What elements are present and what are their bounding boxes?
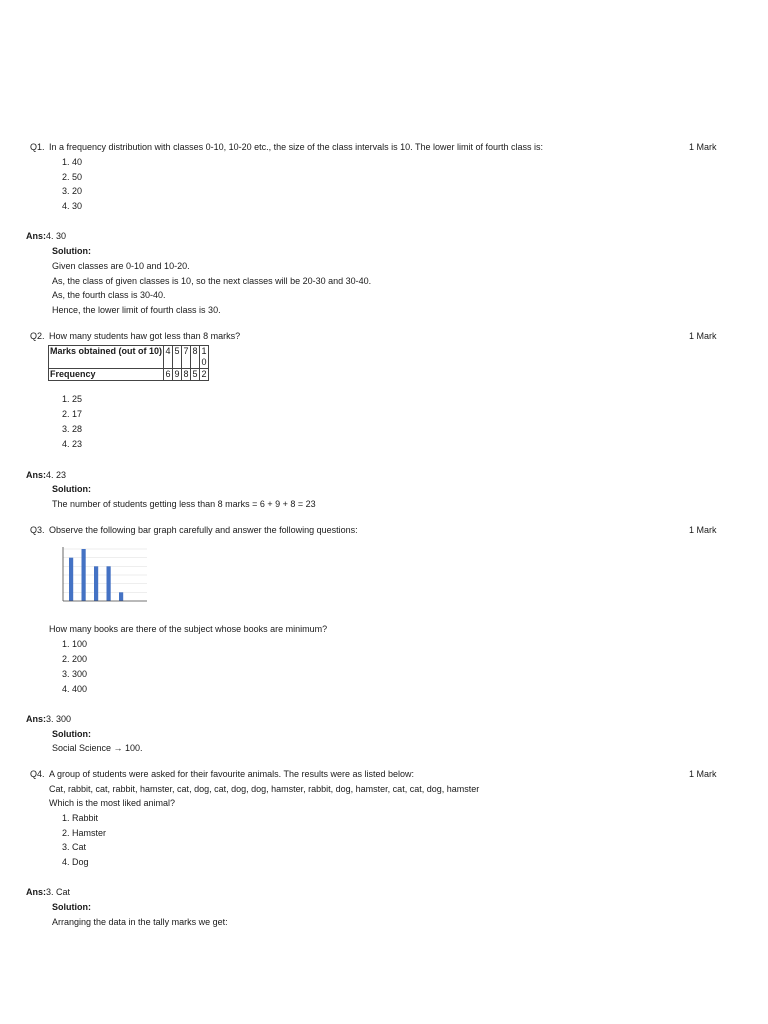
table-row-label: Marks obtained (out of 10) bbox=[49, 346, 164, 369]
bar bbox=[119, 592, 123, 601]
q4-number: Q4. bbox=[30, 769, 45, 779]
q2-number: Q2. bbox=[30, 331, 45, 341]
q1-option-2: 2. 50 bbox=[62, 172, 83, 182]
q4-option-4: 4. Dog bbox=[62, 857, 89, 867]
frequency-table bbox=[48, 345, 209, 381]
q3-question: How many books are there of the subject whose books are minimum? bbox=[49, 624, 328, 634]
q3-number: Q3. bbox=[30, 525, 45, 535]
table-cell: 5 bbox=[192, 369, 198, 379]
q3-answer-label: Ans: bbox=[26, 714, 46, 724]
table-cell: 2 bbox=[201, 369, 207, 379]
q2-option-1: 1. 25 bbox=[62, 394, 83, 404]
q1-answer: 4. 30 bbox=[46, 231, 67, 241]
q4-answer: 3. Cat bbox=[46, 887, 71, 897]
q3-option-4: 4. 400 bbox=[62, 684, 88, 694]
q1-solution-label: Solution: bbox=[52, 246, 91, 256]
chart-grid bbox=[63, 549, 147, 592]
q2-marks: 1 Mark bbox=[689, 331, 717, 341]
table-row-label: Frequency bbox=[49, 369, 164, 381]
q2-answer: 4. 23 bbox=[46, 470, 67, 480]
table-row bbox=[49, 346, 209, 369]
q3-marks: 1 Mark bbox=[689, 525, 717, 535]
bar bbox=[69, 558, 73, 601]
q1-option-3: 3. 20 bbox=[62, 186, 83, 196]
q1-answer-label: Ans: bbox=[26, 231, 46, 241]
q2-text: How many students haw got less than 8 marks? bbox=[49, 331, 241, 341]
q3-solution-line-1: Social Science → 100. bbox=[52, 743, 143, 753]
q2-option-4: 4. 23 bbox=[62, 439, 83, 449]
q4-option-3: 3. Cat bbox=[62, 842, 87, 852]
table-cell: 8 bbox=[183, 369, 189, 379]
table-row bbox=[49, 369, 209, 381]
table-cell: 9 bbox=[174, 369, 180, 379]
q3-option-3: 3. 300 bbox=[62, 669, 88, 679]
q4-option-2: 2. Hamster bbox=[62, 828, 107, 838]
table-cell: 10 bbox=[201, 346, 207, 367]
q1-text: In a frequency distribution with classes 0-10, 10-20 etc., the size of the class intervals is 10. The lower limit of fourth class is: bbox=[49, 142, 544, 152]
q4-marks: 1 Mark bbox=[689, 769, 717, 779]
q1-option-1: 1. 40 bbox=[62, 157, 83, 167]
q4-text: A group of students were asked for their favourite animals. The results were as listed below: bbox=[49, 769, 415, 779]
q1-solution-line-2: As, the class of given classes is 10, so the next classes will be 20-30 and 30-40. bbox=[52, 276, 372, 286]
table-cell: 7 bbox=[182, 346, 191, 369]
q4-data-line: Cat, rabbit, cat, rabbit, hamster, cat, dog, cat, dog, dog, hamster, rabbit, dog, hamster, cat, cat, dog, hamster bbox=[49, 784, 480, 794]
q3-option-1: 1. 100 bbox=[62, 639, 88, 649]
bar bbox=[107, 566, 111, 601]
q4-option-1: 1. Rabbit bbox=[62, 813, 99, 823]
q1-number: Q1. bbox=[30, 142, 45, 152]
table-cell: 5 bbox=[173, 346, 182, 369]
q1-solution-line-4: Hence, the lower limit of fourth class is 30. bbox=[52, 305, 221, 315]
q4-question: Which is the most liked animal? bbox=[49, 798, 176, 808]
q1-marks: 1 Mark bbox=[689, 142, 717, 152]
q1-solution-line-3: As, the fourth class is 30-40. bbox=[52, 290, 166, 300]
q2-solution-line-1: The number of students getting less than 8 marks = 6 + 9 + 8 = 23 bbox=[52, 499, 316, 509]
q3-answer: 3. 300 bbox=[46, 714, 72, 724]
bar bbox=[82, 549, 86, 601]
bar bbox=[94, 566, 98, 601]
q2-solution-label: Solution: bbox=[52, 484, 91, 494]
q3-text: Observe the following bar graph carefully and answer the following questions: bbox=[49, 525, 358, 535]
q2-option-2: 2. 17 bbox=[62, 409, 83, 419]
q1-solution-line-1: Given classes are 0-10 and 10-20. bbox=[52, 261, 190, 271]
q1-option-4: 4. 30 bbox=[62, 201, 83, 211]
q4-answer-label: Ans: bbox=[26, 887, 46, 897]
q2-option-3: 3. 28 bbox=[62, 424, 83, 434]
q3-solution-label: Solution: bbox=[52, 729, 91, 739]
bar-chart bbox=[53, 543, 153, 617]
table-cell: 8 bbox=[191, 346, 200, 369]
q3-option-2: 2. 200 bbox=[62, 654, 88, 664]
q2-answer-label: Ans: bbox=[26, 470, 46, 480]
table-cell: 6 bbox=[165, 369, 171, 379]
q4-solution-label: Solution: bbox=[52, 902, 91, 912]
q4-solution-line-1: Arranging the data in the tally marks we get: bbox=[52, 917, 228, 927]
table-cell: 4 bbox=[164, 346, 173, 369]
